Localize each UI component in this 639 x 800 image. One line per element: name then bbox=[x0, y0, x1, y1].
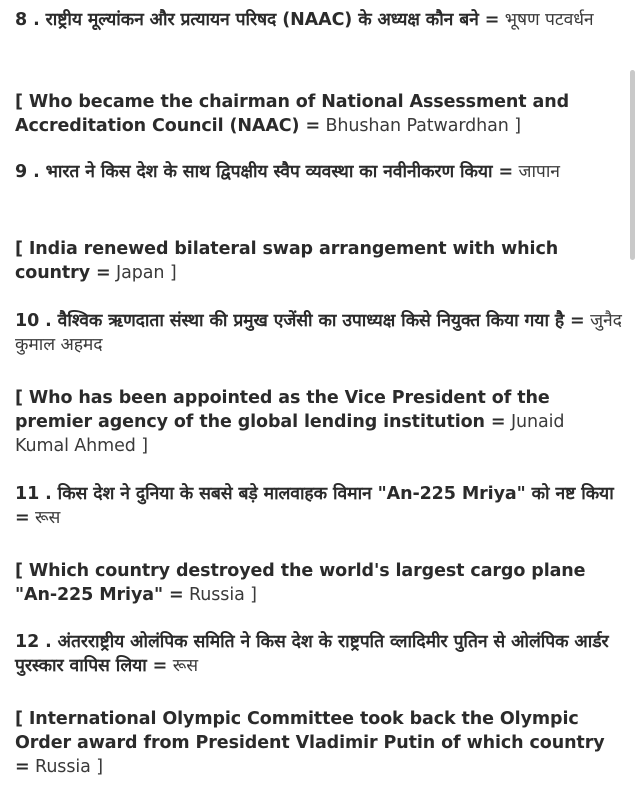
english-question-text: [ India renewed bilateral swap arrangement with which country = bbox=[15, 239, 559, 283]
hindi-answer-text: जापान bbox=[518, 162, 560, 182]
hindi-question-text: 8 . राष्ट्रीय मूल्यांकन और प्रत्यायन परिषद (NAAC) के अध्यक्ष कौन बने = bbox=[15, 10, 500, 30]
hindi-question-9 bbox=[15, 160, 623, 184]
hindi-answer-text: रूस bbox=[35, 508, 61, 528]
english-question-text: [ Who has been appointed as the Vice President of the premier agency of the global lending institution = bbox=[15, 388, 550, 432]
vertical-scrollbar[interactable] bbox=[630, 70, 635, 260]
english-question-12 bbox=[15, 707, 623, 779]
hindi-answer-text: रूस bbox=[172, 656, 198, 676]
english-question-text: [ Which country destroyed the world's largest cargo plane "An-225 Mriya" = bbox=[15, 561, 586, 605]
hindi-question-10 bbox=[15, 309, 623, 357]
english-question-text: [ International Olympic Committee took back the Olympic Order award from President Vladimir Putin of which country = bbox=[15, 709, 605, 777]
english-question-10 bbox=[15, 386, 623, 458]
english-answer-text: Bhushan Patwardhan ] bbox=[325, 116, 521, 136]
english-answer-text: Russia ] bbox=[189, 585, 257, 605]
english-answer-text: Junaid Kumal Ahmed ] bbox=[15, 412, 565, 456]
english-question-8 bbox=[15, 90, 623, 138]
english-answer-text: Russia ] bbox=[35, 757, 103, 777]
hindi-question-text: 9 . भारत ने किस देश के साथ द्विपक्षीय स्वैप व्यवस्था का नवीनीकरण किया = bbox=[15, 162, 514, 182]
hindi-answer-text: भूषण पटवर्धन bbox=[504, 10, 594, 30]
hindi-answer-text: जुनैद कुमाल अहमद bbox=[15, 311, 622, 355]
hindi-question-text: 11 . किस देश ने दुनिया के सबसे बड़े मालवाहक विमान "An-225 Mriya" को नष्ट किया = bbox=[15, 484, 614, 528]
english-question-11 bbox=[15, 559, 623, 607]
english-answer-text: Japan ] bbox=[116, 263, 177, 283]
hindi-question-11 bbox=[15, 482, 623, 530]
hindi-question-text: 10 . वैश्विक ऋणदाता संस्था की प्रमुख एजेंसी का उपाध्यक्ष किसे नियुक्त किया गया है = bbox=[15, 311, 585, 331]
hindi-question-text: 12 . अंतरराष्ट्रीय ओलंपिक समिति ने किस देश के राष्ट्रपति व्लादिमीर पुतिन से ओलंपिक आर्डर पुरस्कार वापिस लिया = bbox=[15, 632, 609, 676]
hindi-question-8 bbox=[15, 8, 623, 32]
english-question-text: [ Who became the chairman of National Assessment and Accreditation Council (NAAC) = bbox=[15, 92, 570, 136]
hindi-question-12 bbox=[15, 630, 623, 678]
english-question-9 bbox=[15, 237, 623, 285]
